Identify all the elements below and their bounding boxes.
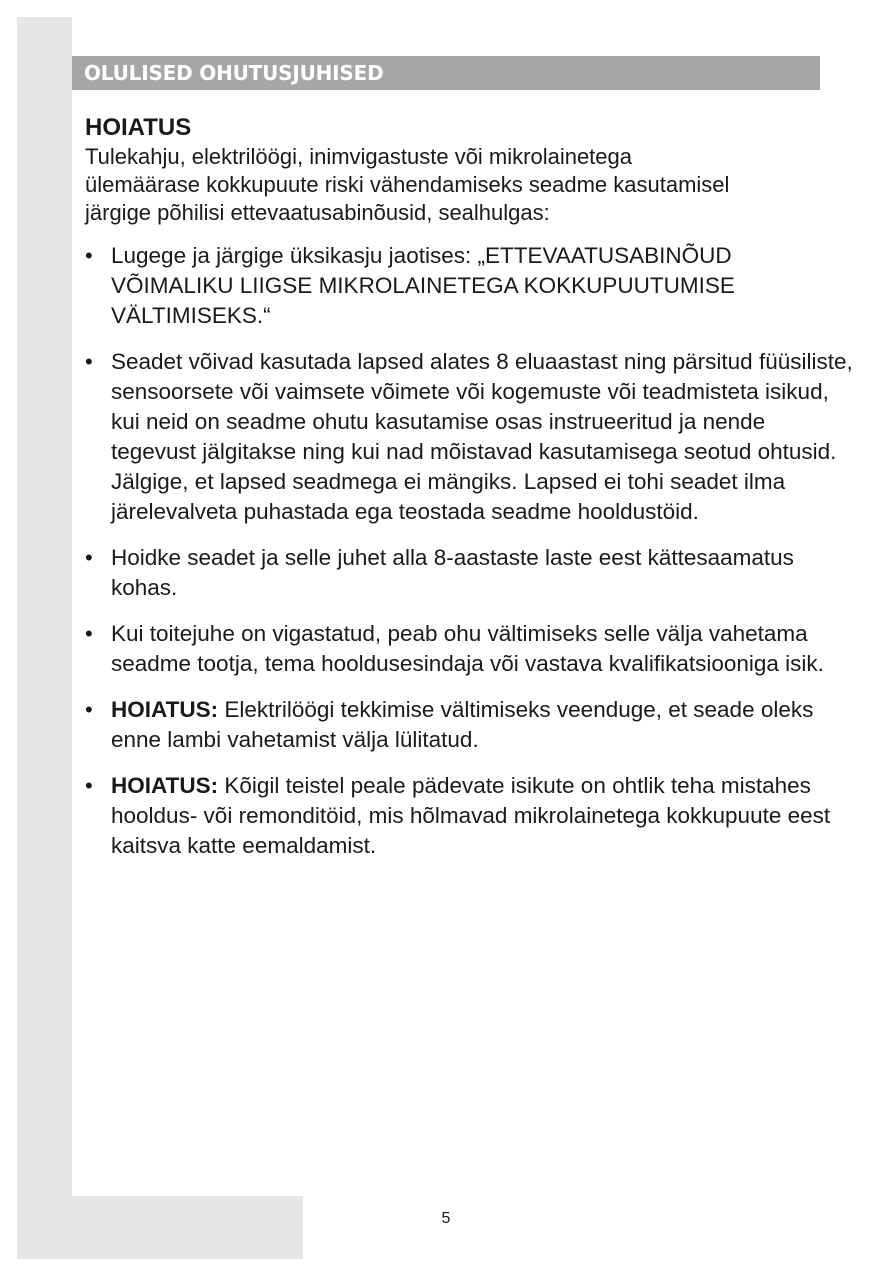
bullet-icon: •: [85, 243, 93, 268]
rule-text: Elektrilöögi tekkimise vältimiseks veenduge, et seade oleks enne lambi vahetamist välja lülitatud.: [111, 697, 814, 752]
section-header: OLULISED OHUTUSJUHISED: [72, 56, 820, 90]
list-item: [85, 543, 831, 603]
list-item: [85, 619, 861, 679]
rule-text: Kõigil teistel peale pädevate isikute on ohtlik teha mistahes hooldus- või remonditöid, mis hõlmavad mikrolainetega kokkupuute eest kaitsva katte eemaldamist.: [111, 773, 831, 858]
document-body: [85, 113, 853, 877]
rule-text: Seadet võivad kasutada lapsed alates 8 eluaastast ning pärsitud füüsiliste, sensoorsete või vaimsete võimete või kogemuste või teadmisteta isikud, kui neid on seadme ohutu kasutamise osas instrueeritud ja nende tegevust jälgitakse ning kui nad mõistavad kasutamisega seotud ohtusid. Jälgige, et lapsed seadmega ei mängiks. Lapsed ei tohi seadet ilma järelevalveta puhastada ega teostada seadme hooldustöid.: [111, 349, 853, 524]
page-number: 5: [441, 1210, 451, 1227]
rule-lead: HOIATUS:: [111, 773, 225, 798]
bullet-icon: •: [85, 697, 93, 722]
list-item: [85, 771, 841, 861]
list-item: [85, 241, 751, 331]
bullet-icon: •: [85, 621, 93, 646]
rule-text: Lugege ja järgige üksikasju jaotises: „ETTEVAATUSABINÕUD VÕIMALIKU LIIGSE MIKROLAINETEGA KOKKUPUUTUMISE VÄLTIMISEKS.“: [111, 243, 735, 328]
warning-intro: Tulekahju, elektrilöögi, inimvigastuste või mikrolainetega ülemäärase kokkupuute riski vähendamiseks seadme kasutamisel järgige põhilisi ettevaatusabinõusid, sealhulgas:: [85, 144, 730, 225]
rule-lead: HOIATUS:: [111, 697, 225, 722]
rule-text: Hoidke seadet ja selle juhet alla 8-aastaste laste eest kättesaamatus kohas.: [111, 545, 794, 600]
bullet-icon: •: [85, 349, 93, 374]
rule-text: Kui toitejuhe on vigastatud, peab ohu vältimiseks selle välja vahetama seadme tootja, tema hooldusesindaja või vastava kvalifikatsiooniga isik.: [111, 621, 824, 676]
bullet-icon: •: [85, 773, 93, 798]
list-item: [85, 347, 856, 527]
safety-rules-list: [85, 241, 853, 861]
warning-title: HOIATUS: [85, 114, 192, 141]
bullet-icon: •: [85, 545, 93, 570]
page-panel-top: [303, 0, 892, 17]
list-item: [85, 695, 841, 755]
